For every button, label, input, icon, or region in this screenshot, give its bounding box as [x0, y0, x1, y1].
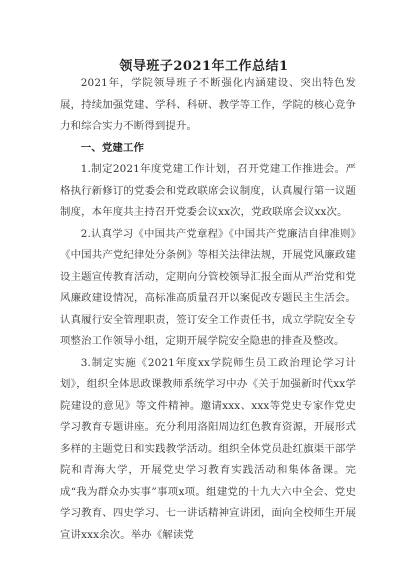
document-title: 领导班子2021年工作总结1	[119, 59, 289, 74]
paragraph-item-1: 1.制定2021年度党建工作计划，召开党建工作推进会。严格执行新修订的党委会和党政联席会议制度，认真履行第一议题制度，本年度共主持召开党委会议xx次，党政联席会议xx次。	[60, 163, 356, 218]
paragraph-item-3: 3.制定实施《2021年度xx学院师生员工政治理论学习计划》，组织全体思政课教师系统学习中办《关于加强新时代xx学院建设的意见》等文件精神。邀请xxx、xxx等党史专家作党史学习教育专题讲座。充分利用洛阳周边红色教育资源，开展形式多样的主题党日和实践教学活动。组织全体党员赴红旗渠干部学院和青海大学，开展党史学习教育实践活动和集体备课。完成“我为群众办实事”事项x项。组建党的十九大六中全会、党史学习教育、四史学习、七一讲话精神宣讲团，面向全校师生开展宣讲xxx余次。举办《解读党	[60, 356, 356, 541]
section-heading-party-building: 一、党建工作	[80, 141, 145, 154]
intro-paragraph: 2021年，学院领导班子不断强化内涵建设、突出特色发展，持续加强党建、学科、科研、教学等工作，学院的核心竞争力和综合实力不断得到提升。	[60, 77, 356, 132]
paragraph-item-2: 2.认真学习《中国共产党章程》《中国共产党廉洁自律准则》《中国共产党纪律处分条例》等相关法律法规，开展党风廉政建设主题宣传教育活动，定期向分管校领导汇报全面从严治党和党风廉政建设情况，高标准高质量召开以案促改专题民主生活会。认真履行安全管理职责，签订安全工作责任书，成立学院安全专项整治工作领导小组，定期开展学院安全隐患的排查及整改。	[60, 227, 356, 347]
document-body	[60, 73, 356, 546]
